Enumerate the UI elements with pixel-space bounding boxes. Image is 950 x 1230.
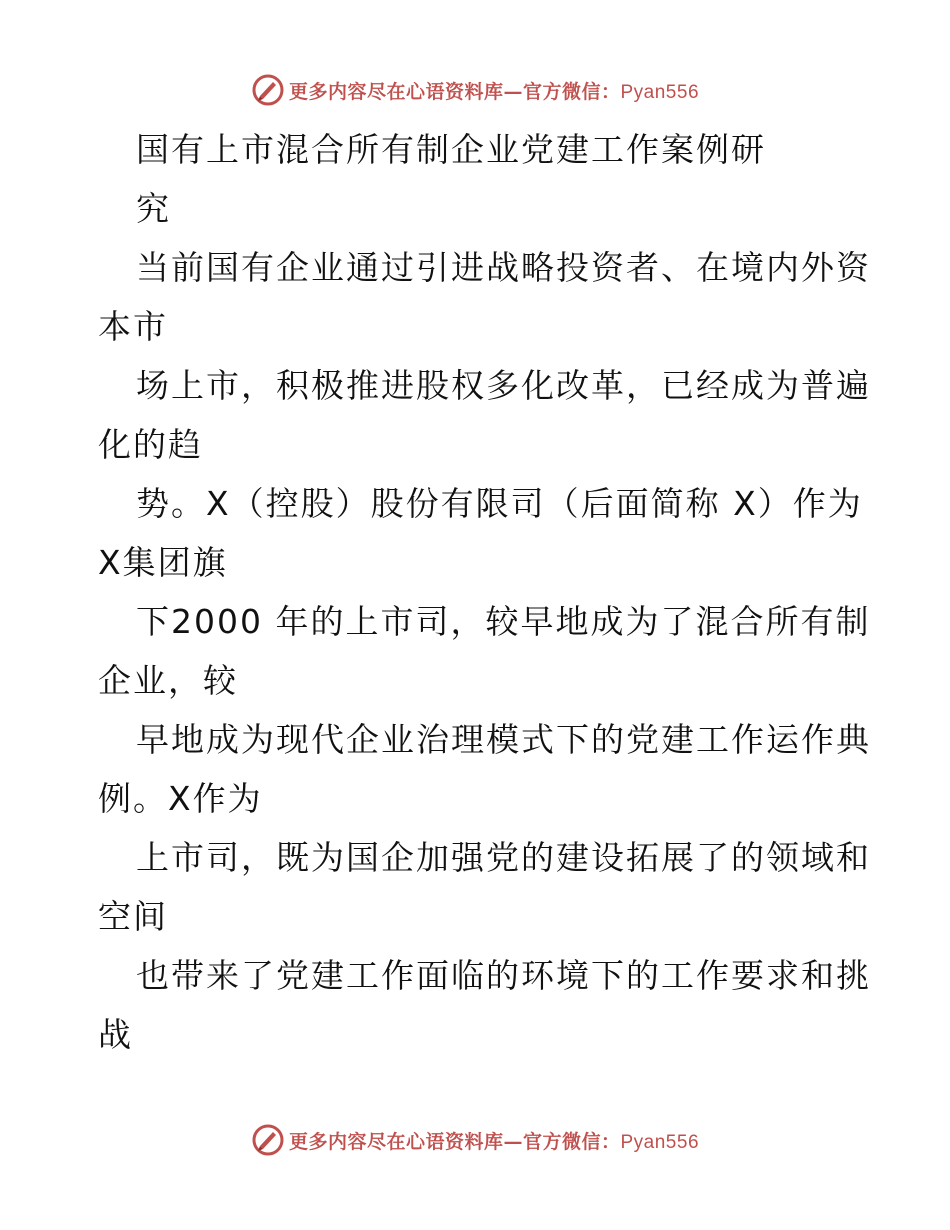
watermark-text [289, 1127, 699, 1154]
title-line-1: 国有上市混合所有制企业党建工作案例研 [136, 130, 766, 169]
watermark-separator: — [503, 80, 523, 103]
paragraph-line: 下2000 年的上市司，较早地成为了混合所有制 [136, 602, 871, 641]
paragraph-line: 本市 [98, 307, 168, 346]
watermark-wechat-id: Pyan556 [620, 81, 700, 103]
header-watermark [0, 70, 950, 110]
paragraph-line: 空间 [98, 897, 168, 936]
paragraph-line: 势。X（控股）股份有限司（后面简称 X）作为 [136, 484, 863, 523]
watermark-main: 更多内容尽在心语资料库 [288, 80, 504, 103]
paragraph-line: 早地成为现代企业治理模式下的党建工作运作典 [136, 720, 871, 759]
pen-logo-icon [251, 1123, 285, 1157]
watermark-separator: — [503, 1130, 523, 1153]
title-line-2: 究 [136, 189, 171, 228]
paragraph-line: 企业，较 [98, 661, 238, 700]
paragraph-line: 也带来了党建工作面临的环境下的工作要求和挑 [136, 956, 871, 995]
document-body [98, 120, 871, 1064]
watermark-wechat-id: Pyan556 [620, 1131, 700, 1153]
paragraph-line: 例。X作为 [98, 779, 263, 818]
watermark-wechat-label: 官方微信： [522, 80, 621, 103]
paragraph-line: 战 [98, 1015, 133, 1054]
paragraph-line: X集团旗 [98, 543, 228, 582]
paragraph-line: 化的趋 [98, 425, 203, 464]
footer-watermark [0, 1120, 950, 1160]
paragraph-line: 场上市，积极推进股权多化改革，已经成为普遍 [136, 366, 871, 405]
paragraph-line: 上市司，既为国企加强党的建设拓展了的领域和 [136, 838, 871, 877]
paragraph-line: 当前国有企业通过引进战略投资者、在境内外资 [136, 248, 871, 287]
watermark-text [289, 77, 699, 104]
pen-logo-icon [251, 73, 285, 107]
watermark-main: 更多内容尽在心语资料库 [288, 1130, 504, 1153]
watermark-wechat-label: 官方微信： [522, 1130, 621, 1153]
